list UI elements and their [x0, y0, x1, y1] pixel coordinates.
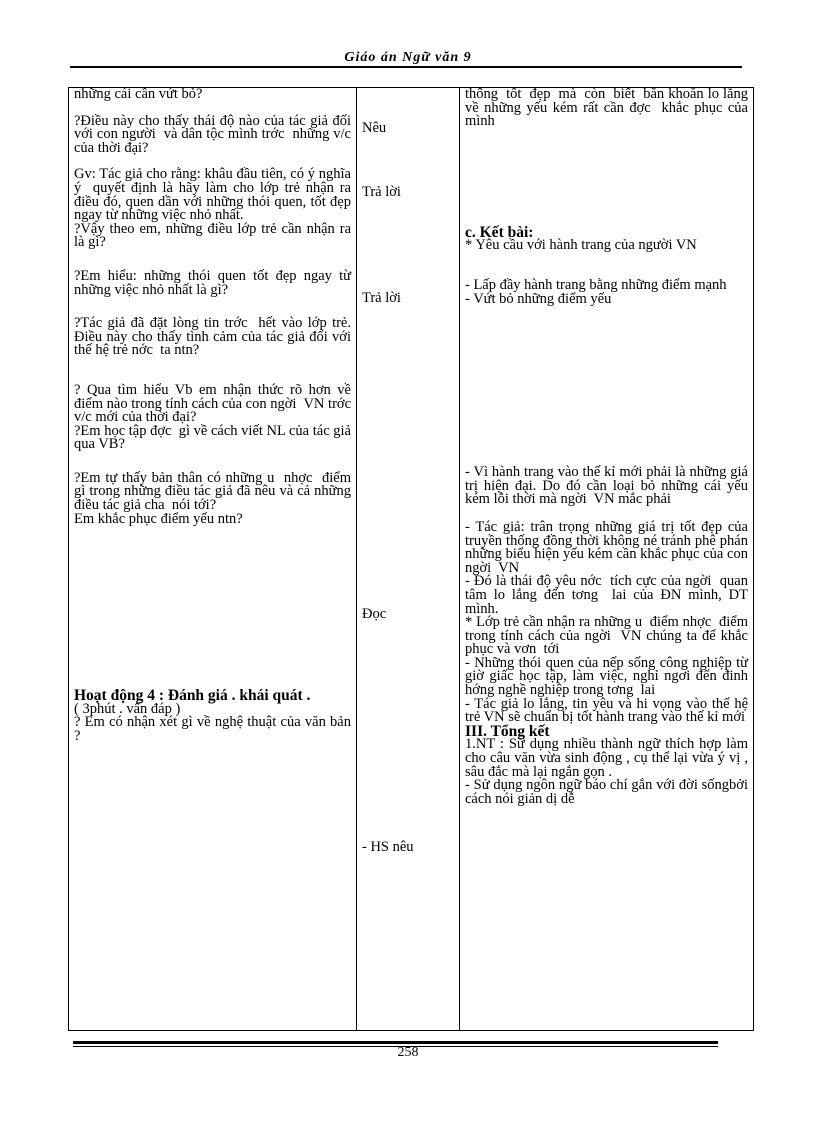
question-text: ?Em hiểu: những thói quen tốt đẹp ngay từ những việc nhỏ nhất là gì?: [74, 267, 355, 298]
student-action: Trả lời: [362, 290, 401, 307]
student-action: Nêu: [362, 120, 387, 136]
teacher-activity-column: [69, 88, 357, 1031]
lesson-table: [68, 87, 754, 1031]
question-text: ?Em tự thấy bản thân có những u nhợc điểm gì trong những điều tác giả đã nêu và cả những điều tác giả cha nói tới?: [74, 469, 355, 514]
activity-heading: Hoạt động 4 : Đánh giá . khái quát .: [74, 687, 311, 705]
content-text: thống tốt đẹp mà còn biết băn khoăn lo lắng về những yếu kém rất cần đợc khắc phục của mình: [465, 86, 752, 130]
content-text: - Tác giả: trân trọng những giá trị tốt đẹp của truyền thống đồng thời không né tránh phê phán những biểu hiện yếu kém cần khắc phục của con ngời VN: [465, 518, 752, 576]
section-heading: c. Kết bài:: [465, 223, 534, 241]
question-text: ? Em có nhận xét gì về nghệ thuật của văn bản ?: [74, 714, 355, 745]
question-text: ?Em học tập đợc gì về cách viết NL của tác giả qua VB?: [74, 422, 355, 453]
student-action: Trả lời: [362, 183, 401, 200]
content-column: [460, 88, 754, 1031]
content-text: - Tác giả lo lắng, tin yêu và hi vọng vào thế hệ trẻ VN sẽ chuẩn bị tốt hành trang vào thế kỉ mới: [465, 695, 752, 726]
activity-timing: ( 3phút . vấn đáp ): [74, 700, 181, 717]
header-rule: [70, 66, 742, 68]
content-text: - Những thói quen của nếp sống công nghiệp từ giờ giấc học tập, làm việc, nghỉ ngơi đến đinh hớng nghề nghiệp trong tơng lai: [465, 654, 752, 699]
content-text: - Đó là thái độ yêu nớc tích cực của ngời quan tâm lo lắng đến tơng lai của ĐN mình, DT mình.: [465, 573, 752, 617]
content-text: - Vứt bỏ những điểm yếu: [465, 290, 612, 307]
teacher-note: Gv: Tác giả cho rằng: khâu đầu tiên, có ý nghĩa ý quyết định là hãy làm cho lớp trẻ nhận ra điều đó, quen dần với những thói quen, tốt đẹp ngay từ những việc nhỏ nhất.: [74, 166, 355, 224]
section-heading: III. Tổng kết: [465, 722, 550, 740]
student-action: Đọc: [362, 605, 387, 622]
page-number: 258: [397, 1045, 419, 1060]
table-row: [69, 88, 754, 1031]
student-action: - HS nêu: [362, 839, 414, 856]
question-text: ?Điều này cho thấy thái độ nào của tác giả đối với con người và dân tộc mình trớc những v/c của thời đại?: [74, 112, 355, 156]
question-text: Em khắc phục điểm yếu ntn?: [74, 510, 243, 527]
content-text: * Lớp trẻ cần nhận ra những u điểm nhợc điểm trong tính cách của ngời VN chúng ta để khắc phục và vơn tới: [465, 614, 752, 658]
question-text: những cái cần vứt bỏ?: [74, 86, 203, 102]
content-text: - Sử dụng ngôn ngữ báo chí gắn với đời sốngbởi cách nói giản dị dễ: [465, 777, 752, 807]
question-text: ? Qua tìm hiểu Vb em nhận thức rõ hơn về điểm nào trong tính cách của con ngời VN trớc v/c mới của thời đại?: [74, 381, 359, 426]
question-text: ?Tác giả đã đặt lòng tin trớc hết vào lớp trẻ. Điều này cho thấy tình cảm của tác giả đối với thế hệ trẻ nớc ta ntn?: [74, 315, 355, 359]
student-activity-column: [357, 88, 460, 1031]
footer-rule: [73, 1041, 718, 1044]
content-text: - Lấp đầy hành trang bằng những điểm mạnh: [465, 276, 727, 293]
header-title: Giáo án Ngữ văn 9: [344, 50, 472, 65]
question-text: ?Vậy theo em, những điều lớp trẻ cần nhận ra là gì?: [74, 220, 355, 251]
content-text: - Vì hành trang vào thế kỉ mới phải là những giá trị hiện đại. Do đó cần loại bỏ những cái yếu kém lỗi thời mà ngời VN mắc phải: [465, 464, 752, 508]
content-text: * Yêu cầu với hành trang của người VN: [465, 237, 697, 254]
content-text: 1.NT : Sử dụng nhiều thành ngữ thích hợp làm cho câu văn vừa sinh động , cụ thể lại vừa ý vị , sâu đắc mà lại ngắn gọn .: [465, 736, 752, 780]
